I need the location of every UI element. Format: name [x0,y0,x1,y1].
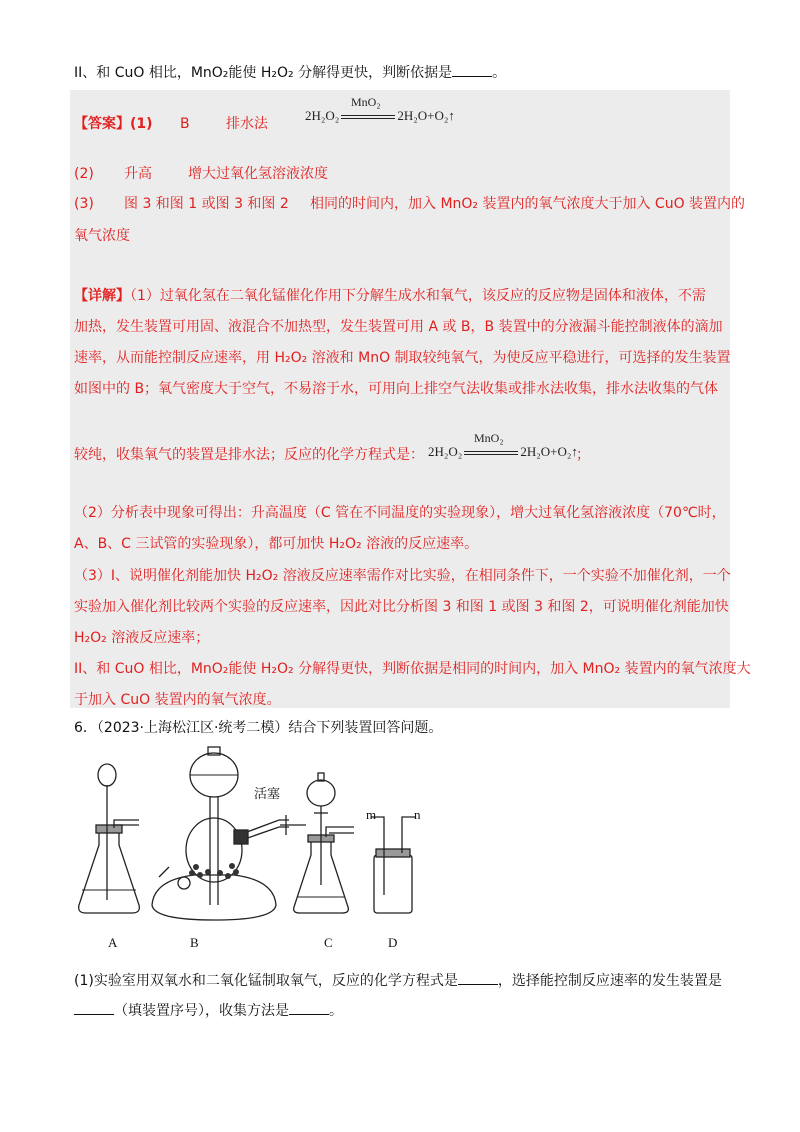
detail-line-10: H₂O₂ 溶液反应速率； [74,630,210,646]
apparatus-figure [74,745,444,960]
label-b: B [190,935,199,950]
text: 。 [329,1003,343,1019]
detail-line-7: A、B、C 三试管的实验现象），都可加快 H₂O₂ 溶液的反应速率。 [74,536,479,552]
text: 图 3 和图 1 或图 3 和图 2 [124,196,289,212]
question-6-title: 6．（2023·上海松江区·统考二模）结合下列装置回答问题。 [74,720,443,736]
text: 增大过氧化氢溶液浓度 [188,166,328,182]
text: 。 [492,65,507,81]
text: ，选择能控制反应速率的发生装置是 [497,973,722,989]
text: （填装置序号），收集方法是 [114,1003,289,1019]
label-a: A [108,935,118,950]
detail-line-6: （2）分析表中现象可得出：升高温度（C 管在不同温度的实验现象），增大过氧化氢溶液浓度（70℃时， [74,505,726,521]
blank [452,62,492,77]
blank [289,1000,329,1015]
detail-line-12: 于加入 CuO 装置内的氧气浓度。 [74,692,281,708]
detail-line-9: 实验加入催化剂比较两个实验的反应速率，因此对比分析图 3 和图 1 或图 3 和图 2，可说明催化剂能加快 [74,599,729,615]
q6-line-1 [74,970,722,991]
catalyst: MnO₂ [474,431,504,445]
text: II、和 CuO 相比，MnO₂能使 H₂O₂ 分解得更快，判断依据是 [74,65,453,81]
text: (3) [74,196,94,212]
detail-line-8: （3）I、说明催化剂能加快 H₂O₂ 溶液反应速率需作对比实验，在相同条件下，一个实验不加催化剂，一个 [74,568,731,584]
eq-bar [341,115,395,119]
eq-left: 2H₂O₂ [305,108,340,123]
valve-label: 活塞 [254,787,281,802]
flask-a [79,830,140,913]
detail-line-1 [74,286,706,306]
answer-line-4: 氧气浓度 [74,228,130,244]
label-d: D [388,935,398,950]
detail-label: 【详解】 [74,288,130,304]
text: 较纯，收集氧气的装置是排水法；反应的化学方程式是： [74,447,424,463]
q6-line-2 [74,1000,343,1021]
eq-bar [464,451,518,455]
question-line [74,62,506,83]
equation-2 [428,431,578,460]
tube-m-label: m [366,807,377,822]
blank [458,970,498,985]
label-c: C [324,935,333,950]
eq-right: 2H₂O+O₂↑ [397,108,455,123]
blank [74,1000,114,1015]
answer-1b: B [180,116,190,132]
text: (2) [74,166,94,182]
answer-1c: 排水法 [226,116,268,132]
apparatus-drawing [74,745,444,960]
answer-line-1 [74,114,268,134]
tube-n-label: n [414,807,421,822]
text: 相同的时间内，加入 MnO₂ 装置内的氧气浓度大于加入 CuO 装置内的 [310,196,746,212]
eq-left: 2H₂O₂ [428,444,463,459]
eq-right: 2H₂O+O₂↑ [520,444,578,459]
text: 升高 [124,166,152,182]
text: (1)实验室用双氧水和二氧化锰制取氧气，反应的化学方程式是 [74,973,458,989]
text: （1）过氧化氢在二氧化锰催化作用下分解生成水和氧气，该反应的反应物是固体和液体，不需 [130,288,706,304]
detail-line-4: 如图中的 B；氧气密度大于空气，不易溶于水，可用向上排空气法收集或排水法收集，排水法收集的气体 [74,381,719,397]
detail-line-11: II、和 CuO 相比，MnO₂能使 H₂O₂ 分解得更快，判断依据是相同的时间内，加入 MnO₂ 装置内的氧气浓度大 [74,661,751,677]
equation-1 [305,95,455,124]
catalyst: MnO₂ [351,95,381,109]
answer-label: 【答案】(1) [74,116,153,132]
answer-line-3 [74,194,746,214]
detail-line-3: 速率，从而能控制反应速率，用 H₂O₂ 溶液和 MnO 制取较纯氧气，为使反应平稳进行，可选择的发生装置 [74,350,731,366]
answer-line-2 [74,164,328,184]
text: ； [576,447,590,463]
detail-line-2: 加热，发生装置可用固、液混合不加热型，发生装置可用 A 或 B，B 装置中的分液漏斗能控制液体的滴加 [74,319,723,335]
